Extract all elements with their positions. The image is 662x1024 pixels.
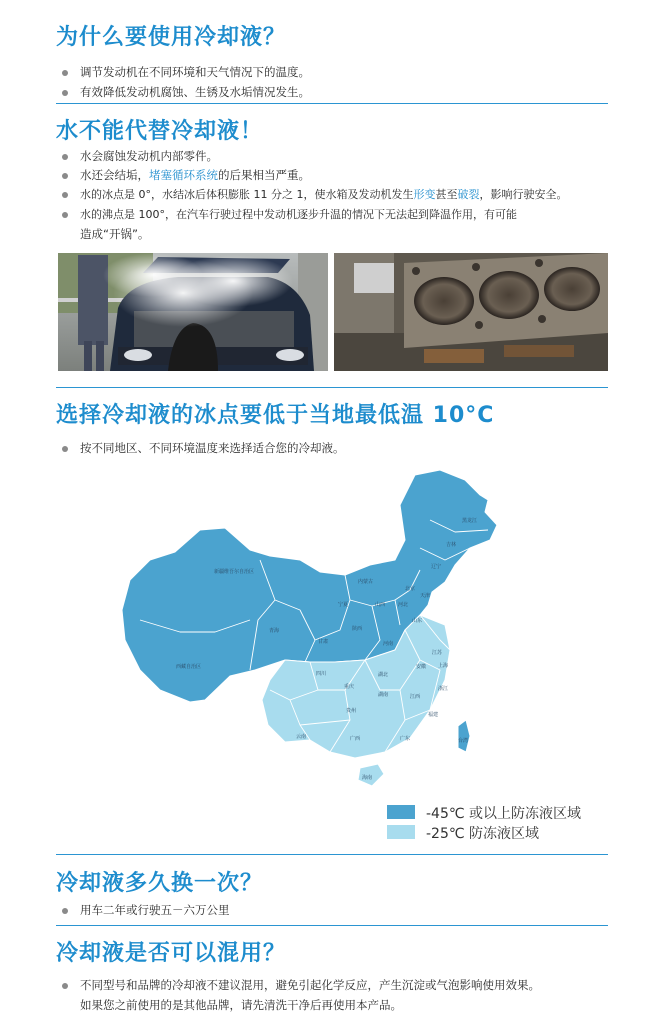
legend-label-north: -45℃ 或以上防冻液区域 bbox=[426, 806, 582, 822]
section-divider bbox=[56, 103, 608, 104]
province-label: 四川 bbox=[316, 671, 327, 677]
province-label: 福建 bbox=[428, 712, 439, 718]
section-title-water: 水不能代替冷却液！ bbox=[56, 119, 264, 144]
province-label: 山西 bbox=[375, 602, 386, 608]
highlight-text: 堵塞循环系统 bbox=[149, 168, 218, 182]
legend-swatch-north bbox=[387, 805, 415, 819]
province-label: 湖南 bbox=[378, 692, 389, 698]
bullet-text: 水的冰点是 0°，水结冰后体积膨胀 11 分之 1，使水箱及发动机发生形变甚至破裂，影响行驶安全。 bbox=[80, 188, 568, 201]
province-label: 湖北 bbox=[378, 672, 389, 678]
province-label: 江苏 bbox=[432, 650, 443, 656]
bullet-dot-icon bbox=[62, 212, 68, 218]
bullet-dot-icon bbox=[62, 983, 68, 989]
province-label: 辽宁 bbox=[431, 564, 442, 570]
province-label: 河南 bbox=[383, 641, 394, 647]
bullet-text: 水的沸点是 100°，在汽车行驶过程中发动机逐步升温的情况下无法起到降温作用，有可能 bbox=[80, 208, 517, 221]
province-label: 西藏自治区 bbox=[176, 664, 202, 670]
taiwan-island bbox=[458, 720, 470, 752]
province-label: 内蒙古 bbox=[358, 579, 374, 585]
province-label: 上海 bbox=[438, 663, 449, 669]
bullet-dot-icon bbox=[62, 70, 68, 76]
province-label: 山东 bbox=[412, 618, 423, 624]
section-title-mixing: 冷却液是否可以混用？ bbox=[56, 941, 287, 966]
bullet-dot-icon bbox=[62, 908, 68, 914]
section-title-freezing-point: 选择冷却液的冰点要低于当地最低温 10°C bbox=[56, 403, 495, 428]
province-label: 贵州 bbox=[346, 708, 357, 714]
province-label: 河北 bbox=[398, 602, 409, 608]
province-label: 浙江 bbox=[438, 686, 449, 692]
province-label: 安徽 bbox=[416, 664, 427, 670]
section-divider bbox=[56, 387, 608, 388]
section-title-change-interval: 冷却液多久换一次？ bbox=[56, 871, 264, 896]
bullet-dot-icon bbox=[62, 446, 68, 452]
province-label: 天津 bbox=[420, 593, 431, 599]
section-divider bbox=[56, 925, 608, 926]
bullet-text: 用车二年或行驶五－六万公里 bbox=[80, 903, 230, 917]
legend-swatch-south bbox=[387, 825, 415, 839]
province-label: 海南 bbox=[362, 775, 373, 781]
province-label: 广东 bbox=[400, 736, 411, 742]
legend-label-south: -25℃ 防冻液区域 bbox=[426, 826, 540, 842]
bullet-continuation: 如果您之前使用的是其他品牌，请先清洗干净后再使用本产品。 bbox=[80, 998, 402, 1012]
bullet-text: 按不同地区、不同环境温度来选择适合您的冷却液。 bbox=[80, 441, 345, 455]
bullet-dot-icon bbox=[62, 90, 68, 96]
province-label: 新疆维吾尔自治区 bbox=[214, 569, 255, 575]
bullet-dot-icon bbox=[62, 192, 68, 198]
highlight-text: 形变 bbox=[413, 188, 436, 201]
bullet-text: 水还会结垢，堵塞循环系统的后果相当严重。 bbox=[80, 168, 310, 182]
bullet-dot-icon bbox=[62, 173, 68, 179]
province-label: 云南 bbox=[296, 734, 307, 740]
province-label: 台湾 bbox=[458, 738, 469, 744]
province-label: 宁夏 bbox=[338, 602, 349, 608]
province-label: 广西 bbox=[350, 736, 361, 742]
bullet-dot-icon bbox=[62, 154, 68, 160]
engine-block-image bbox=[334, 253, 608, 371]
province-label: 吉林 bbox=[446, 542, 457, 548]
bullet-text: 水会腐蚀发动机内部零件。 bbox=[80, 149, 218, 163]
section-title-why-coolant: 为什么要使用冷却液？ bbox=[56, 25, 287, 50]
province-label: 北京 bbox=[405, 586, 416, 592]
china-antifreeze-map bbox=[110, 466, 520, 796]
section-divider bbox=[56, 854, 608, 855]
photo-overheating-car bbox=[58, 253, 328, 371]
province-label: 黑龙江 bbox=[462, 518, 478, 524]
overheating-car-image bbox=[58, 253, 328, 371]
province-label: 甘肃 bbox=[318, 639, 329, 645]
highlight-text: 破裂 bbox=[457, 188, 480, 201]
photo-corroded-engine-block bbox=[334, 253, 608, 371]
bullet-text: 不同型号和品牌的冷却液不建议混用，避免引起化学反应，产生沉淀或气泡影响使用效果。 bbox=[80, 978, 540, 992]
bullet-text: 调节发动机在不同环境和天气情况下的温度。 bbox=[80, 65, 310, 79]
province-label: 青海 bbox=[269, 628, 280, 634]
province-label: 江西 bbox=[410, 694, 421, 700]
province-label: 重庆 bbox=[344, 684, 355, 690]
bullet-text: 有效降低发动机腐蚀、生锈及水垢情况发生。 bbox=[80, 85, 310, 99]
province-label: 陕西 bbox=[352, 626, 363, 632]
bullet-continuation: 造成“开锅”。 bbox=[80, 227, 150, 241]
